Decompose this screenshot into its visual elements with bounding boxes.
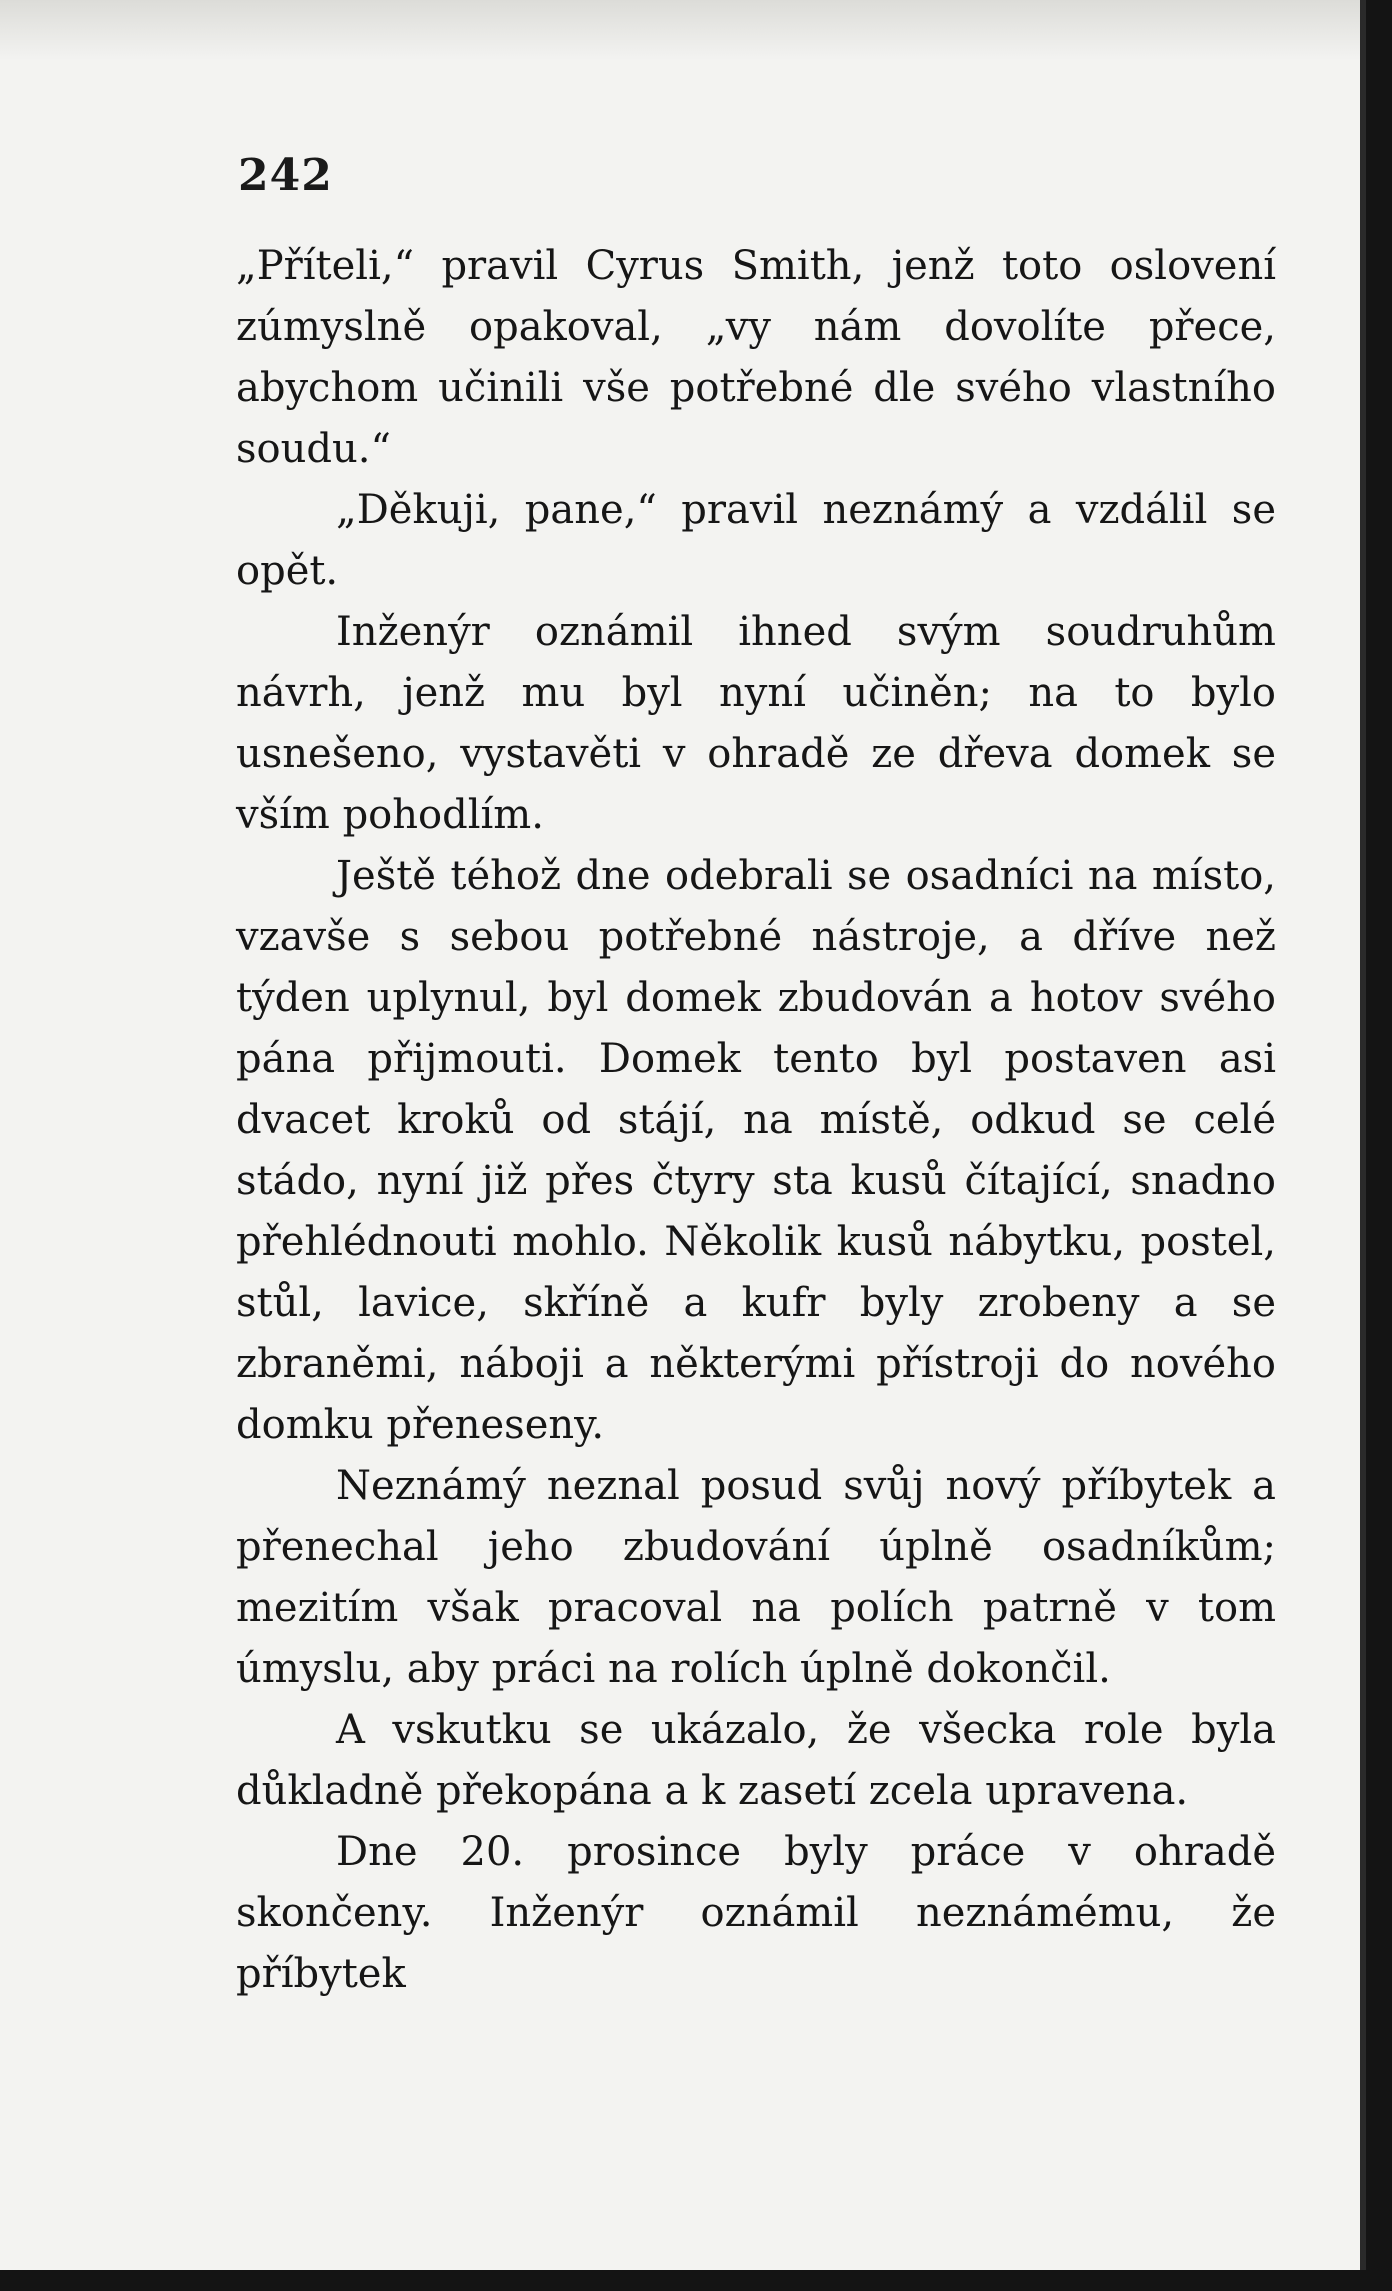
paragraph-7: Dne 20. prosince byly práce v ohradě skončeny. Inženýr oznámil neznámému, že příbytek bbox=[236, 1829, 1276, 1997]
paragraph-5: Neznámý neznal posud svůj nový příbytek a přenechal jeho zbudování úplně osadníkům; mezitím však pracoval na polích patrně v tom úmyslu, aby práci na rolích úplně dokončil. bbox=[236, 1463, 1276, 1692]
paragraph-2: „Děkuji, pane,“ pravil neznámý a vzdálil se opět. bbox=[236, 487, 1276, 594]
paragraph-6: A vskutku se ukázalo, že všecka role byla důkladně překopána a k zasetí zcela upravena. bbox=[236, 1707, 1276, 1814]
paragraph-4: Ještě téhož dne odebrali se osadníci na místo, vzavše s sebou potřebné nástroje, a dříve než týden uplynul, byl domek zbudován a hotov svého pána přijmouti. Domek tento byl postaven asi dvacet kroků od stájí, na místě, odkud se celé stádo, nyní již přes čtyry sta kusů čítající, snadno přehlédnouti mohlo. Několik kusů nábytku, postel, stůl, lavice, skříně a kufr byly zrobeny a se zbraněmi, náboji a některými přístroji do nového domku přeneseny. bbox=[236, 853, 1276, 1448]
top-edge-shadow bbox=[0, 0, 1360, 60]
paragraph-3: Inženýr oznámil ihned svým soudruhům návrh, jenž mu byl nyní učiněn; na to bylo usnešeno, vystavěti v ohradě ze dřeva domek se vším pohodlím. bbox=[236, 609, 1276, 838]
paragraph-1: „Příteli,“ pravil Cyrus Smith, jenž toto oslovení zúmyslně opakoval, „vy nám dovolíte přece, abychom učinili vše potřebné dle svého vlastního soudu.“ bbox=[236, 243, 1276, 472]
page-number: 242 bbox=[238, 150, 333, 201]
body-text bbox=[236, 236, 1276, 2005]
